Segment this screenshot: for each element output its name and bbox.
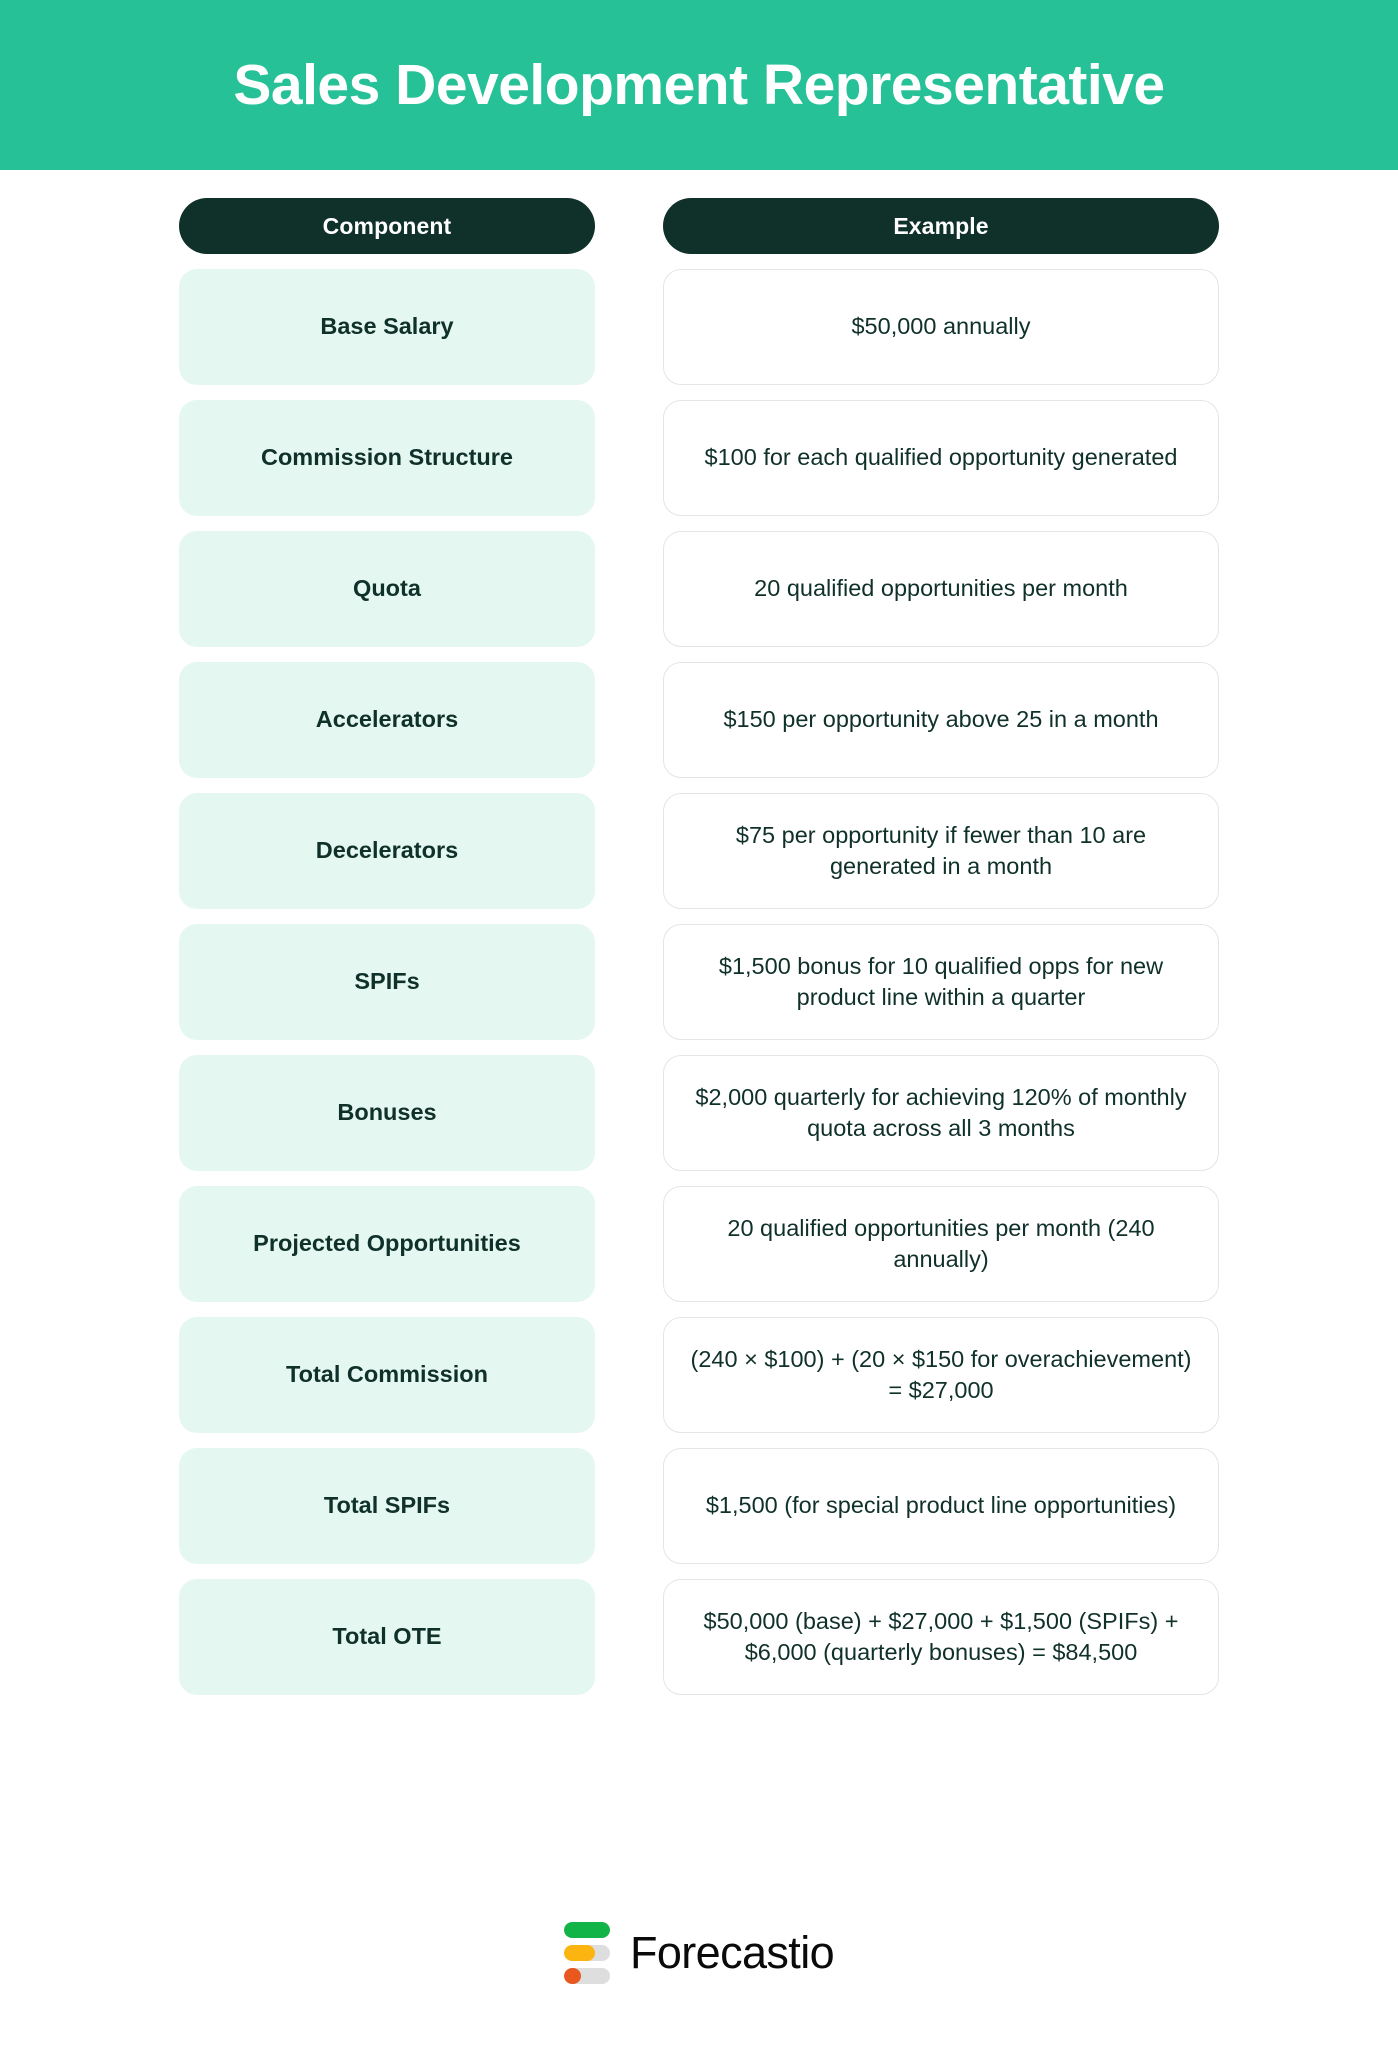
logo-bar-green [564, 1922, 610, 1938]
table-row [179, 924, 1219, 1040]
example-cell: $100 for each qualified opportunity generated [663, 400, 1219, 516]
table-row [179, 1055, 1219, 1171]
page-title: Sales Development Representative [233, 52, 1165, 117]
logo-bar-orange [564, 1968, 610, 1984]
table-row [179, 1186, 1219, 1302]
component-cell: Commission Structure [179, 400, 595, 516]
component-cell: Accelerators [179, 662, 595, 778]
compensation-table [179, 198, 1219, 1695]
component-cell: Total Commission [179, 1317, 595, 1433]
forecastio-logo-icon [564, 1922, 610, 1984]
example-cell: $2,000 quarterly for achieving 120% of monthly quota across all 3 months [663, 1055, 1219, 1171]
table-header-row [179, 198, 1219, 254]
example-cell: $75 per opportunity if fewer than 10 are generated in a month [663, 793, 1219, 909]
table-row [179, 400, 1219, 516]
component-cell: Base Salary [179, 269, 595, 385]
example-cell: 20 qualified opportunities per month [663, 531, 1219, 647]
table-row [179, 662, 1219, 778]
table-row [179, 1317, 1219, 1433]
component-cell: Bonuses [179, 1055, 595, 1171]
example-cell: $50,000 annually [663, 269, 1219, 385]
table-row [179, 1448, 1219, 1564]
example-cell: 20 qualified opportunities per month (240 annually) [663, 1186, 1219, 1302]
example-cell: $150 per opportunity above 25 in a month [663, 662, 1219, 778]
table-row [179, 1579, 1219, 1695]
component-cell: Total OTE [179, 1579, 595, 1695]
column-header-example: Example [663, 198, 1219, 254]
table-row [179, 531, 1219, 647]
table-row [179, 793, 1219, 909]
example-cell: (240 × $100) + (20 × $150 for overachievement) = $27,000 [663, 1317, 1219, 1433]
component-cell: Decelerators [179, 793, 595, 909]
page-header-banner [0, 0, 1398, 170]
footer-logo [0, 1858, 1398, 2048]
logo-bar-yellow [564, 1945, 610, 1961]
example-cell: $1,500 (for special product line opportunities) [663, 1448, 1219, 1564]
table-row [179, 269, 1219, 385]
component-cell: Total SPIFs [179, 1448, 595, 1564]
table-container [0, 170, 1398, 1858]
component-cell: Projected Opportunities [179, 1186, 595, 1302]
column-header-component: Component [179, 198, 595, 254]
brand-name: Forecastio [629, 1927, 835, 1978]
component-cell: Quota [179, 531, 595, 647]
example-cell: $1,500 bonus for 10 qualified opps for new product line within a quarter [663, 924, 1219, 1040]
component-cell: SPIFs [179, 924, 595, 1040]
example-cell: $50,000 (base) + $27,000 + $1,500 (SPIFs) + $6,000 (quarterly bonuses) = $84,500 [663, 1579, 1219, 1695]
